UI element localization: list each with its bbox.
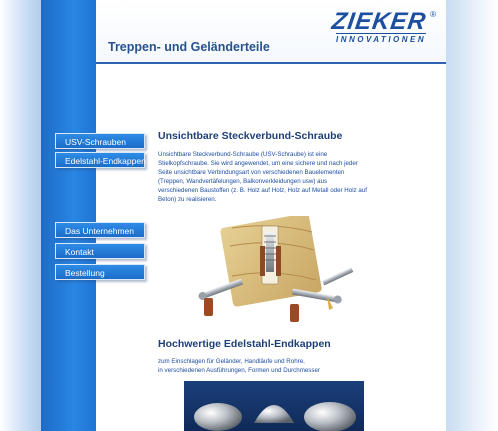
zieker-logo[interactable] — [332, 8, 436, 48]
section-title-usv: Unsichtbare Steckverbund-Schraube — [158, 130, 343, 142]
endkappen-line1: zum Einschlagen für Geländer, Handläufe und Rohre, — [158, 358, 305, 365]
usv-screw-product-image — [192, 216, 362, 334]
nav-bestellung[interactable]: Bestellung — [55, 264, 145, 280]
left-decor-band — [0, 0, 41, 431]
right-decor-band — [446, 0, 498, 431]
logo-wordmark: ZIEKER — [330, 8, 428, 35]
logo-registered-mark: ® — [430, 10, 436, 19]
nav-usv-schrauben[interactable]: USV-Schrauben — [55, 133, 145, 149]
nav-edelstahl-endkappen[interactable]: Edelstahl-Endkappen — [55, 152, 145, 168]
nav-kontakt[interactable]: Kontakt — [55, 243, 145, 259]
section-title-endkappen: Hochwertige Edelstahl-Endkappen — [158, 338, 331, 350]
endcaps-product-image — [184, 381, 364, 431]
section-text-usv: Unsichtbare Steckverbund-Schraube (USV-Schraube) ist eine Stielkopfschraube. Sie wird angewendet, um eine sichere und nach jeder Seite unsichtbare Verbindungsart von verschiedenen Bauelementen (Treppen, Wandvertäfelungen, Balkonverkleidungen usw) aus verschiedenen Baustoffen (z. B. Holz auf Holz, Holz auf Metall oder Holz auf Beton) zu realisieren. — [158, 151, 367, 203]
endkappen-line2: in verschiedenen Ausführungen, Formen und Durchmesser — [158, 367, 320, 374]
nav-das-unternehmen[interactable]: Das Unternehmen — [55, 222, 145, 238]
logo-tagline: INNOVATIONEN — [336, 35, 427, 44]
blue-sidebar-column — [41, 0, 96, 431]
page-title: Treppen- und Geländerteile — [108, 40, 270, 54]
